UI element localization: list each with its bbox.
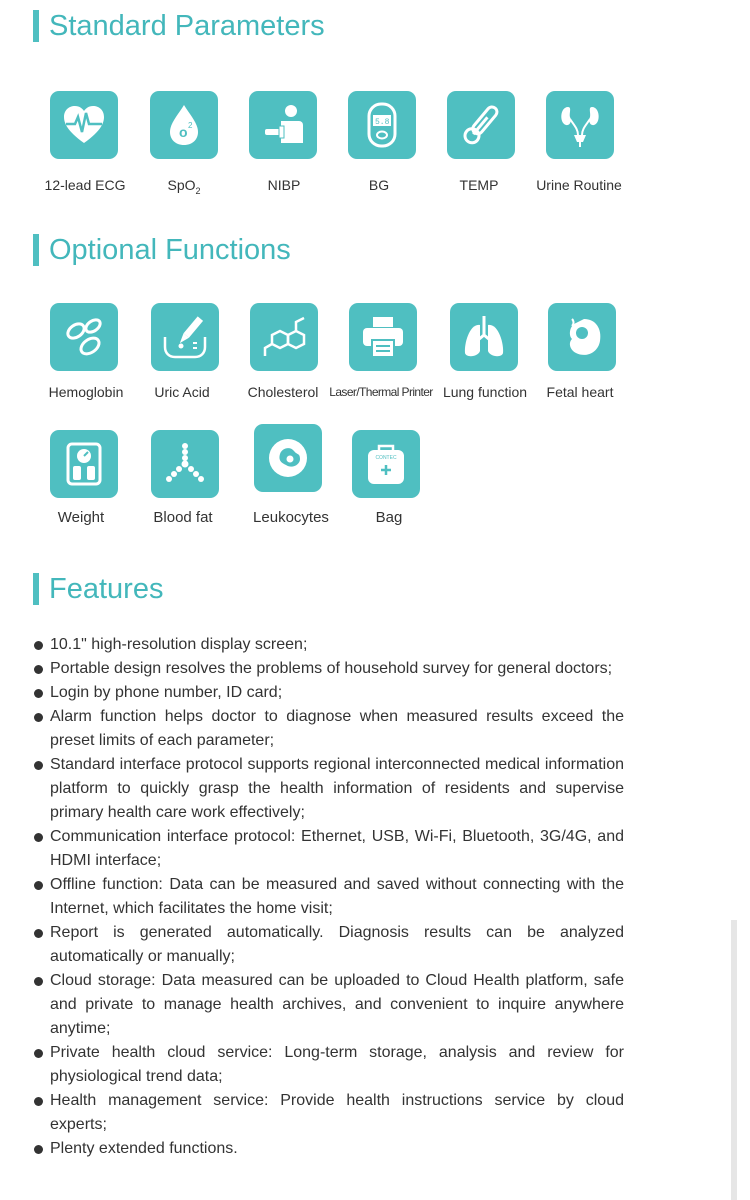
svg-text:o: o — [179, 124, 188, 140]
label-uric-acid: Uric Acid — [154, 384, 210, 400]
label-hemoglobin: Hemoglobin — [48, 384, 124, 400]
features-list — [32, 633, 624, 1161]
blood-pressure-icon — [249, 91, 317, 159]
label-12-lead-ecg: 12-lead ECG — [44, 177, 126, 193]
feature-item: Cloud storage: Data measured can be uploaded to Cloud Health platform, safe and private to manage health archives, and convenient to inquire anywhere anytime; — [32, 969, 624, 1041]
glucose-meter-icon — [348, 91, 416, 159]
label-fetal-heart: Fetal heart — [546, 384, 614, 400]
label-weight: Weight — [57, 509, 105, 526]
svg-text:2: 2 — [188, 121, 193, 130]
leukocyte-icon — [254, 424, 322, 492]
kidneys-icon — [546, 91, 614, 159]
feature-item: Health management service: Provide health instructions service by cloud experts; — [32, 1089, 624, 1137]
oxygen-drop-icon — [150, 91, 218, 159]
feature-item: Alarm function helps doctor to diagnose when measured results exceed the preset limits of each parameter; — [32, 705, 624, 753]
label-bag: Bag — [375, 509, 403, 526]
feature-item: Plenty extended functions. — [32, 1137, 624, 1161]
feature-item: Report is generated automatically. Diagnosis results can be analyzed automatically or manually; — [32, 921, 624, 969]
printer-icon — [349, 303, 417, 371]
label-urine-routine: Urine Routine — [536, 177, 622, 193]
feature-item: Portable design resolves the problems of household survey for general doctors; — [32, 657, 624, 681]
feature-item: Standard interface protocol supports regional interconnected medical information platform to quickly grasp the health information of residents and supervise primary health care work effectively; — [32, 753, 624, 825]
label-nibp: NIBP — [267, 177, 301, 193]
heading-features: Features — [33, 573, 163, 605]
blood-fat-icon — [151, 430, 219, 498]
heart-ecg-icon — [50, 91, 118, 159]
label-temp: TEMP — [459, 177, 499, 193]
heading-optional-functions: Optional Functions — [33, 234, 291, 266]
thermometer-icon — [447, 91, 515, 159]
medical-bag-icon — [352, 430, 420, 498]
glucose-display: 5.8 — [375, 118, 390, 127]
feature-item: Offline function: Data can be measured and saved without connecting with the Internet, which facilitates the home visit; — [32, 873, 624, 921]
fetus-icon — [548, 303, 616, 371]
feature-item: Communication interface protocol: Ethernet, USB, Wi-Fi, Bluetooth, 3G/4G, and HDMI interface; — [32, 825, 624, 873]
feature-item: 10.1" high-resolution display screen; — [32, 633, 624, 657]
molecule-icon — [250, 303, 318, 371]
label-spo2: SpO$_2$ — [167, 177, 201, 196]
label-leukocytes: Leukocytes — [253, 509, 329, 526]
label-laser-thermal-printer: Laser/Thermal Printer — [329, 385, 433, 399]
feature-item: Private health cloud service: Long-term storage, analysis and review for physiological trend data; — [32, 1041, 624, 1089]
bag-brand-text: CONTEC — [375, 455, 397, 461]
label-blood-fat: Blood fat — [153, 509, 213, 526]
feature-item: Login by phone number, ID card; — [32, 681, 624, 705]
scrollbar[interactable] — [731, 920, 737, 1200]
red-cells-icon — [50, 303, 118, 371]
heading-standard-parameters: Standard Parameters — [33, 10, 325, 42]
label-lung-function: Lung function — [442, 384, 528, 400]
label-cholesterol: Cholesterol — [247, 384, 319, 400]
lungs-icon — [450, 303, 518, 371]
scale-icon — [50, 430, 118, 498]
dropper-icon — [151, 303, 219, 371]
label-bg: BG — [368, 177, 390, 193]
